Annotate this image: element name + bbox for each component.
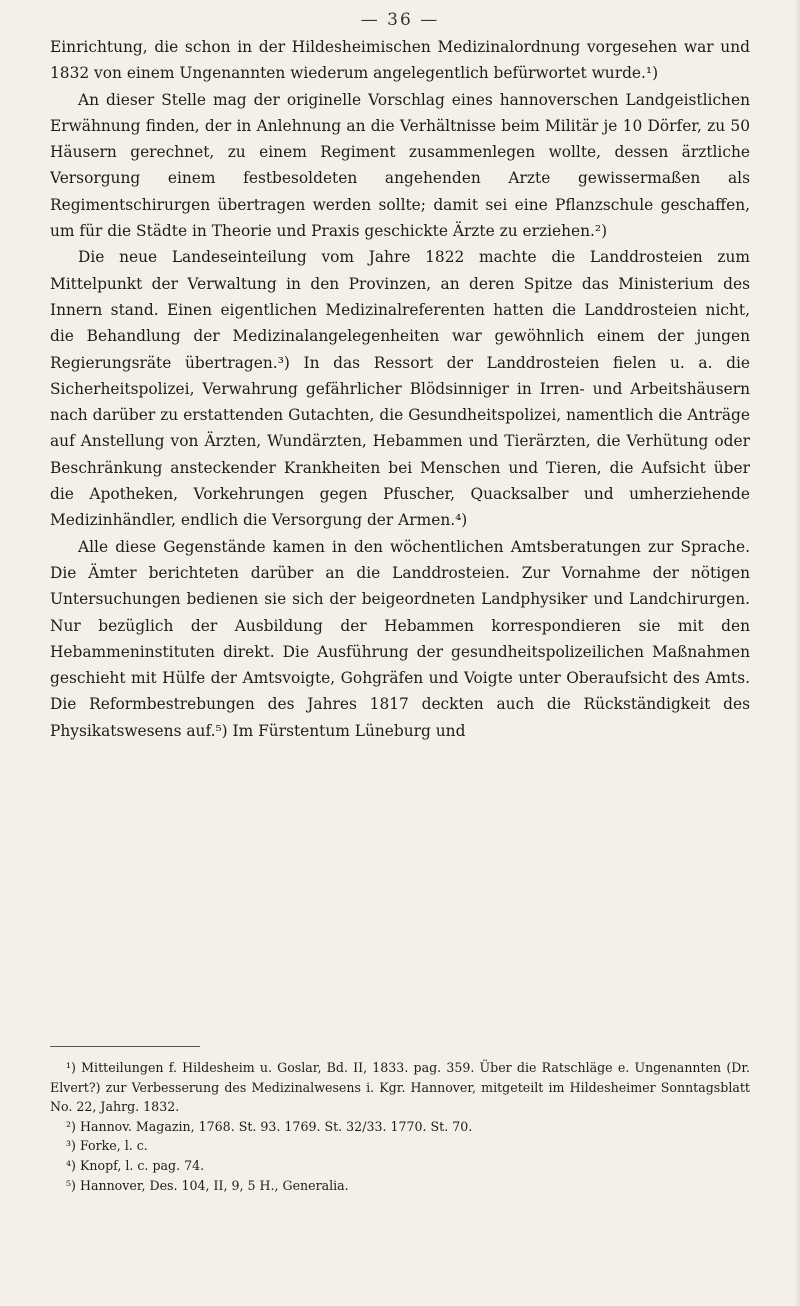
footnote: ¹) Mitteilungen f. Hildesheim u. Goslar, Bd. II, 1833. pag. 359. Über die Ratschläge e. Ungenannten (Dr. Elvert?) zur Verbesserung des Medizinalwesens i. Kgr. Hannover, mitgeteilt im Hildesheimer Sonntagsblatt No. 22, Jahrg. 1832. (50, 1060, 750, 1115)
page-number: — 36 — (360, 10, 440, 30)
paragraph: An dieser Stelle mag der originelle Vorschlag eines hannoverschen Landgeistlichen Erwähnung finden, der in Anlehnung an die Verhältnisse beim Militär je 10 Dörfer, zu 50 Häusern gerechnet, zu einem Regiment zusammenlegen wollte, dessen ärztliche Versorgung einem festbesoldeten angehenden Arzte gewissermaßen als Regimentschirurgen übertragen werden sollte; damit sei eine Pflanzschule geschaffen, um für die Städte in Theorie und Praxis geschickte Ärzte zu erziehen.²) (50, 90, 750, 241)
footnotes (50, 1058, 750, 1195)
paragraph: Die neue Landeseinteilung vom Jahre 1822 machte die Landdrosteien zum Mittelpunkt der Verwaltung in den Provinzen, an deren Spitze das Ministerium des Innern stand. Einen eigentlichen Medizinalreferenten hatten die Landdrosteien nicht, die Behandlung der Medizinalangelegenheiten war gewöhnlich einem der jungen Regierungsräte übertragen.³) In das Ressort der Landdrosteien fielen u. a. die Sicherheitspolizei, Verwahrung gefährlicher Blödsinniger in Irren- und Arbeitshäusern nach darüber zu erstattenden Gutachten, die Gesundheitspolizei, namentlich die Anträge auf Anstellung von Ärzten, Wundärzten, Hebammen und Tierärzten, die Verhütung oder Beschränkung ansteckender Krankheiten bei Menschen und Tieren, die Aufsicht über die Apotheken, Vorkehrungen gegen Pfuscher, Quacksalber und umherziehende Medizinhändler, endlich die Versorgung der Armen.⁴) (50, 248, 750, 530)
footnote: ²) Hannov. Magazin, 1768. St. 93. 1769. St. 32/33. 1770. St. 70. (66, 1118, 473, 1134)
body-text (50, 34, 750, 744)
footnote: ³) Forke, l. c. (66, 1138, 148, 1154)
paragraph: Einrichtung, die schon in der Hildesheimischen Medizinalordnung vorgesehen war und 1832 von einem Ungenannten wiederum angelegentlich befürwortet wurde.¹) (50, 38, 750, 83)
footnote-separator (50, 1046, 200, 1047)
footnote: ⁴) Knopf, l. c. pag. 74. (66, 1157, 205, 1173)
footnote: ⁵) Hannover, Des. 104, II, 9, 5 H., Generalia. (66, 1177, 349, 1193)
page-edge-shadow (794, 0, 800, 1306)
paragraph: Alle diese Gegenstände kamen in den wöchentlichen Amtsberatungen zur Sprache. Die Ämter berichteten darüber an die Landdrosteien. Zur Vornahme der nötigen Untersuchungen bedienen sie sich der beigeordneten Landphysiker und Landchirurgen. Nur bezüglich der Ausbildung der Hebammen korrespondieren sie mit den Hebammeninstituten direkt. Die Ausführung der gesundheitspolizeilichen Maßnahmen geschieht mit Hülfe der Amtsvoigte, Gohgräfen und Voigte unter Oberaufsicht des Amts. Die Reformbestrebungen des Jahres 1817 deckten auch die Rückständigkeit des Physikatswesens auf.⁵) Im Fürstentum Lüneburg und (50, 537, 750, 740)
